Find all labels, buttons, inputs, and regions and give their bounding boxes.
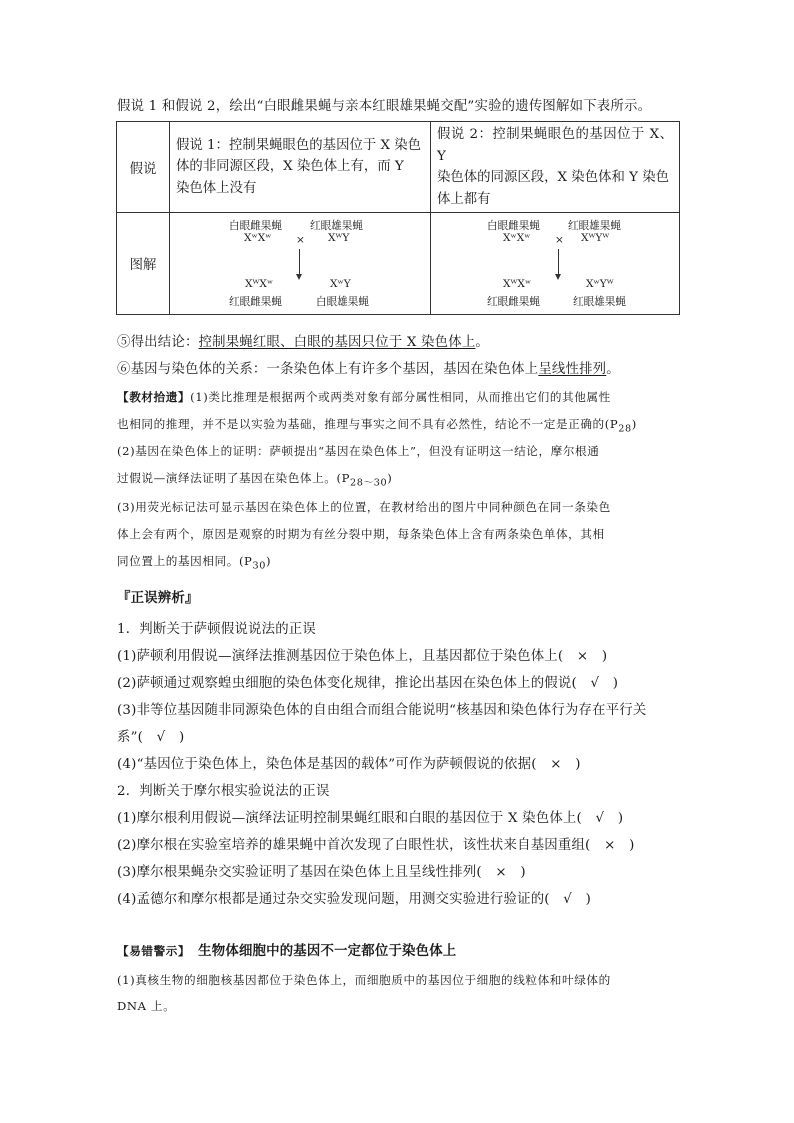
question-item: (2)摩尔根在实验室培养的雄果蝇中首次发现了白眼性状，该性状来自基因重组( × ): [117, 838, 635, 853]
question-item: (4)“基因位于染色体上，染色体是基因的载体”可作为萨顿假说的依据( × ): [117, 757, 581, 772]
table-row: [117, 122, 680, 213]
diagram-2-cell: [431, 213, 680, 315]
intro-text: 假说 1 和假说 2，绘出“白眼雌果蝇与亲本红眼雄果蝇交配”实验的遗传图解如下表所示。: [117, 99, 652, 114]
offspring-male-genotype: XʷYᵂ: [586, 277, 614, 290]
conclusion-6-prefix: ⑥基因与染色体的关系：一条染色体上有许多个基因，基因在染色体上: [117, 362, 539, 377]
warning-heading: [117, 941, 456, 962]
hypothesis-2-line: 假说 2：控制果蝇眼色的基因位于 X、Y: [437, 127, 673, 164]
genetic-diagram-2: [431, 216, 679, 312]
notes-text: 也相同的推理，并不是以实验为基础，推理与事实之间不具有必然性，结论不一定是正确的(P: [117, 417, 619, 431]
hypothesis-1-cell: [170, 122, 431, 213]
parent-male-genotype: XᵂY: [328, 231, 350, 244]
notes-text: 过假说—演绎法证明了基因在染色体上。(P: [117, 471, 351, 485]
notes-text: ): [265, 554, 272, 568]
question-item: (1)摩尔根利用假说—演绎法证明控制果蝇红眼和白眼的基因位于 X 染色体上( √ ): [117, 811, 624, 826]
page-ref: 28: [618, 423, 632, 435]
parent-male-genotype: XᵂYᵂ: [581, 231, 610, 244]
row-header-hypothesis: 假说: [117, 122, 170, 213]
conclusion-5: [117, 333, 489, 353]
notes-text: ): [631, 417, 637, 431]
question-item: (3)摩尔根果蝇杂交实验证明了基因在染色体上且呈线性排列( × ): [117, 865, 526, 880]
down-arrow-icon: [299, 249, 300, 275]
offspring-male-label: 红眼雄果蝇: [573, 295, 626, 308]
conclusion-5-prefix: ⑤得出结论：: [117, 335, 199, 350]
offspring-male-label: 白眼雄果蝇: [316, 295, 369, 308]
hypothesis-1-line: 染色体上没有: [176, 180, 257, 196]
parent-female-label: 白眼雌果蝇: [487, 219, 540, 232]
question-item: (2)萨顿通过观察蝗虫细胞的染色体变化规律，推论出基因在染色体上的假说( √ ): [117, 676, 619, 691]
warning-line: (1)真核生物的细胞核基因都位于染色体上，而细胞质中的基因位于细胞的线粒体和叶绿体的: [117, 973, 611, 987]
warning-line: DNA 上。: [117, 999, 176, 1013]
warning-title: 生物体细胞中的基因不一定都位于染色体上: [198, 943, 457, 959]
parent-female-genotype: XʷXʷ: [503, 231, 531, 244]
parent-female-genotype: XʷXʷ: [244, 231, 272, 244]
question-item: (1)萨顿利用假说—演绎法推测基因位于染色体上，且基因都位于染色体上( × ): [117, 649, 608, 664]
hypothesis-1-line: 假说 1：控制果蝇眼色的基因位于 X 染色: [176, 137, 422, 153]
row-header-diagram: 图解: [117, 213, 170, 315]
offspring-female-genotype: XᵂXʷ: [245, 277, 274, 290]
notes-tag: 【教材拾遗】: [117, 390, 191, 404]
hypothesis-2-cell: [431, 122, 680, 213]
notes-text: (1)类比推理是根据两个或两类对象有部分属性相同，从而推出它们的其他属性: [190, 390, 611, 404]
notes-line: (2)基因在染色体上的证明：萨顿提出“基因在染色体上”，但没有证明这一结论，摩尔根通: [117, 444, 600, 458]
notes-line: [117, 387, 611, 407]
page-ref: 28～30: [350, 477, 388, 489]
parent-female-label: 白眼雌果蝇: [229, 219, 282, 232]
down-arrow-icon: [558, 249, 559, 275]
notes-text: ): [387, 471, 393, 485]
hypothesis-1-line: 体的非同源区段，X 染色体上有，而 Y: [176, 159, 404, 175]
table-row: [117, 213, 680, 315]
offspring-female-label: 红眼雌果蝇: [487, 295, 540, 308]
conclusion-5-suffix: 。: [475, 335, 490, 350]
offspring-male-genotype: XʷY: [330, 277, 351, 290]
parent-male-label: 红眼雄果蝇: [310, 219, 363, 232]
conclusion-6-answer: 呈线性排列: [538, 362, 607, 377]
question-item: 系”( √ ): [117, 730, 185, 745]
conclusion-6-suffix: 。: [606, 362, 620, 377]
question-1-title: 1．判断关于萨顿假说说法的正误: [117, 622, 316, 637]
notes-line: [117, 414, 637, 439]
notes-line: (3)用荧光标记法可显示基因在染色体上的位置，在教材给出的图片中同种颜色在同一条染色: [117, 500, 611, 514]
hypothesis-2-line: 体上都有: [437, 191, 491, 207]
conclusion-5-answer: 控制果蝇红眼、白眼的基因只位于 X 染色体上: [198, 335, 476, 350]
cross-symbol: ×: [555, 233, 564, 246]
analysis-heading: 『正误辨析』: [117, 590, 199, 606]
notes-line: 体上会有两个，原因是观察的时期为有丝分裂中期，每条染色体上含有两条染色单体，其相: [117, 527, 605, 541]
hypothesis-2-line: 染色体的同源区段，X 染色体和 Y 染色: [437, 170, 670, 185]
parent-male-label: 红眼雄果蝇: [568, 219, 621, 232]
question-2-title: 2．判断关于摩尔根实验说法的正误: [117, 784, 330, 799]
question-item: (4)孟德尔和摩尔根都是通过杂交实验发现问题，用测交实验进行验证的( √ ): [117, 892, 592, 907]
notes-text: 同位置上的基因相同。(P: [117, 554, 253, 568]
question-item: (3)非等位基因随非同源染色体的自由组合而组合能说明“核基因和染色体行为存在平行关: [117, 703, 647, 718]
warning-tag: 【易错警示】: [117, 944, 191, 958]
notes-line: [117, 468, 392, 493]
genetic-diagram-1: [170, 216, 430, 312]
conclusion-6: [117, 360, 620, 380]
page-ref: 30: [252, 560, 266, 572]
offspring-female-label: 红眼雌果蝇: [229, 295, 282, 308]
hypothesis-table: [116, 121, 680, 315]
offspring-female-genotype: XᵂXʷ: [503, 277, 532, 290]
notes-line: [117, 551, 271, 576]
cross-symbol: ×: [296, 233, 305, 246]
diagram-1-cell: [170, 213, 431, 315]
